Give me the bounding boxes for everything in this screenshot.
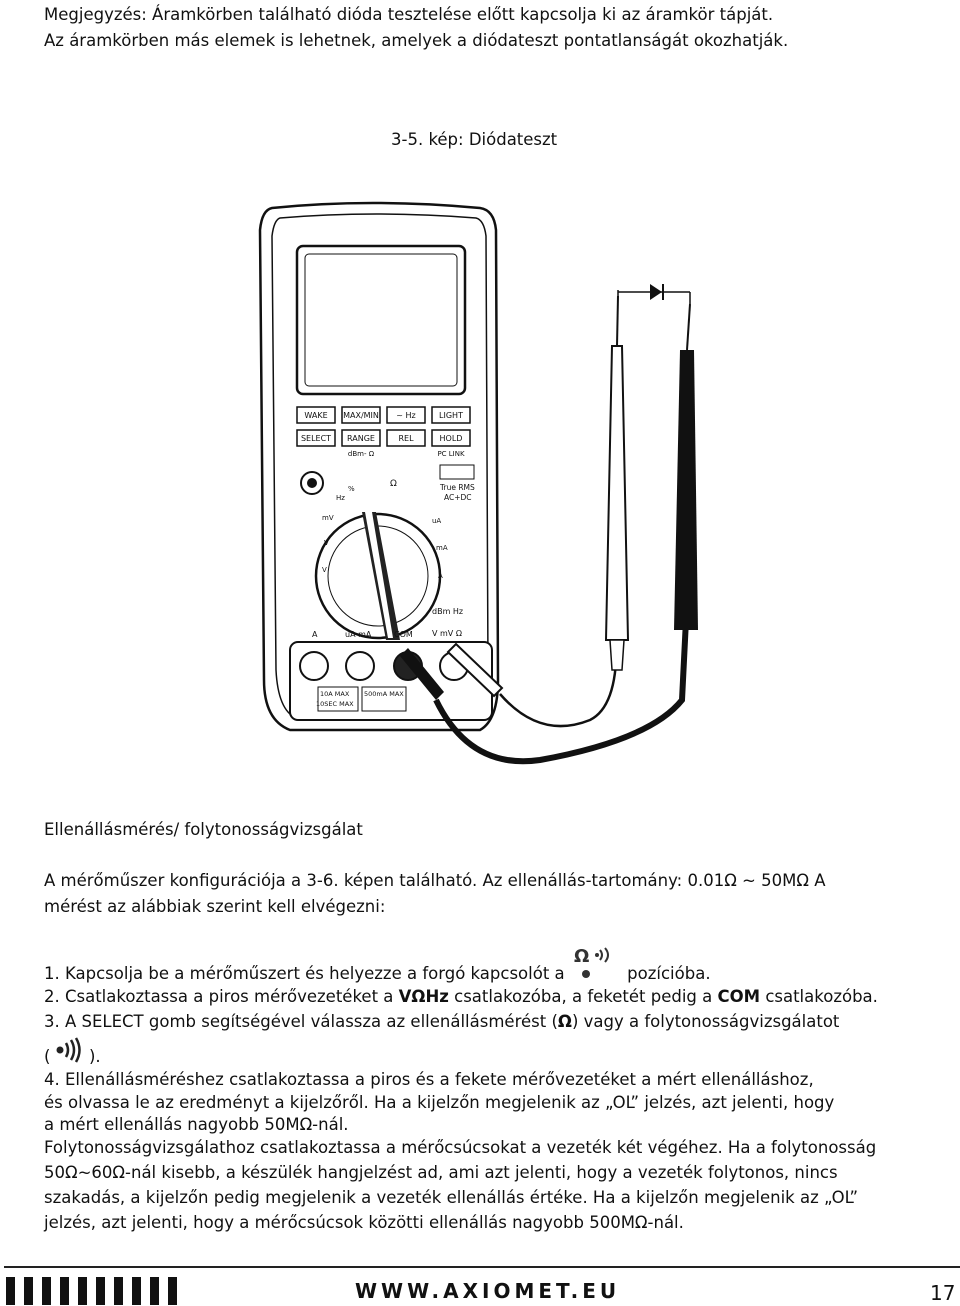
step-1-post: pozícióba.: [627, 964, 711, 983]
step-4-line2: és olvassa le az eredményt a kijelzőről. Ha a kijelzőn megjelenik az „OL” jelzés, azt jelenti, hogy: [44, 1093, 835, 1112]
btn-rel: REL: [398, 434, 414, 443]
btn-light: LIGHT: [439, 411, 463, 420]
step-2-vohmhz: VΩHz: [398, 987, 449, 1006]
step-3-ohm: Ω: [557, 1012, 572, 1031]
step-3: [44, 1011, 839, 1033]
btn-select: SELECT: [300, 434, 332, 443]
dial-mv: mV: [322, 514, 334, 522]
fuse-label-10a: 10A MAX: [320, 690, 350, 698]
continuity-sound-icon: [56, 1047, 84, 1069]
fuse-label-500ma: 500mA MAX: [364, 690, 404, 698]
step-1: [44, 945, 711, 986]
section-para-line2: mérést az alábbiak szerint kell elvégezni:: [44, 897, 386, 916]
jack-label-com: COM: [394, 630, 413, 639]
label-acdc: AC+DC: [444, 493, 472, 502]
dial-percent: %: [348, 485, 355, 493]
fuse-label-10sec: 10SEC MAX: [316, 700, 354, 708]
jack-label-a: A: [312, 630, 318, 639]
step-2-post: csatlakozóba.: [765, 987, 878, 1006]
note-line-1: Megjegyzés: Áramkörben található dióda tesztelése előtt kapcsolja ki az áramkör tápját.: [44, 5, 774, 24]
step-3-post: ) vagy a folytonosságvizsgálatot: [571, 1012, 840, 1031]
step-3-cont: [44, 1046, 101, 1069]
label-dbmhz: dBm Hz: [432, 607, 464, 616]
dial-v: V: [324, 539, 329, 547]
footer-website: WWW.AXIOMET.EU: [355, 1279, 621, 1303]
footer-barcode-decoration: [6, 1277, 177, 1305]
note-line-2: Az áramkörben más elemek is lehetnek, amelyek a diódateszt pontatlanságát okozhatják.: [44, 31, 789, 50]
btn-range: RANGE: [347, 434, 375, 443]
step-3b-close: ).: [88, 1047, 101, 1066]
figure-caption: 3-5. kép: Diódateszt: [391, 130, 558, 149]
continuity-line3: szakadás, a kijelzőn pedig megjelenik a vezeték ellenállás értéke. Ha a kijelzőn megjelenik az „OL”: [44, 1188, 859, 1207]
step-2-com: COM: [717, 987, 761, 1006]
btn-hz: ~ Hz: [396, 411, 416, 420]
continuity-line2: 50Ω~60Ω-nál kisebb, a készülék hangjelzést ad, ami azt jelenti, hogy a vezeték folytonos, nincs: [44, 1163, 838, 1182]
btn-wake: WAKE: [304, 411, 328, 420]
continuity-line1: Folytonosságvizsgálathoz csatlakoztassa a mérőcsúcsokat a vezeték két végéhez. Ha a folytonosság: [44, 1138, 877, 1157]
btn-maxmin: MAX/MIN: [343, 411, 379, 420]
step-3b-open: (: [44, 1047, 51, 1066]
label-vmvohm: V mV Ω: [432, 629, 462, 638]
label-true-rms: True RMS: [440, 483, 475, 492]
footer-rule: [4, 1266, 960, 1268]
multimeter-diode-test-figure: [250, 200, 730, 790]
step-4-line3: a mért ellenállás nagyobb 50MΩ-nál.: [44, 1115, 349, 1134]
dial-ma: mA: [436, 544, 448, 552]
section-heading: Ellenállásmérés/ folytonosságvizsgálat: [44, 820, 363, 839]
label-pclink: PC LINK: [437, 450, 465, 458]
btn-hold: HOLD: [439, 434, 463, 443]
continuity-line4: jelzés, azt jelenti, hogy a mérőcsúcsok közötti ellenállás nagyobb 500MΩ-nál.: [44, 1213, 684, 1232]
dial-vac: V: [322, 566, 327, 574]
jack-label-uama: uA mA: [345, 630, 372, 639]
dial-ua: uA: [432, 517, 442, 525]
ohm-continuity-icon: [570, 945, 622, 986]
dial-hz: Hz: [336, 494, 345, 502]
section-para-line1: A mérőműszer konfigurációja a 3-6. képen található. Az ellenállás-tartomány: 0.01Ω ~ 50MΩ A: [44, 871, 826, 890]
label-dbm: dBm- Ω: [347, 450, 375, 458]
step-2: [44, 986, 878, 1008]
svg-text:Ω: Ω: [573, 945, 590, 967]
dial-a: A: [438, 572, 443, 580]
step-3-pre: 3. A SELECT gomb segítségével válassza az ellenállásmérést (: [44, 1012, 558, 1031]
step-2-pre: 2. Csatlakoztassa a piros mérővezetéket a: [44, 987, 394, 1006]
dial-ohm: Ω: [390, 479, 397, 489]
step-4-line1: 4. Ellenállásméréshez csatlakoztassa a piros és a fekete mérővezetéket a mért ellenálláshoz,: [44, 1070, 814, 1089]
page-number: 17: [930, 1281, 956, 1305]
step-1-pre: 1. Kapcsolja be a mérőműszert és helyezze a forgó kapcsolót a: [44, 964, 565, 983]
step-2-mid: csatlakozóba, a feketét pedig a: [454, 987, 713, 1006]
